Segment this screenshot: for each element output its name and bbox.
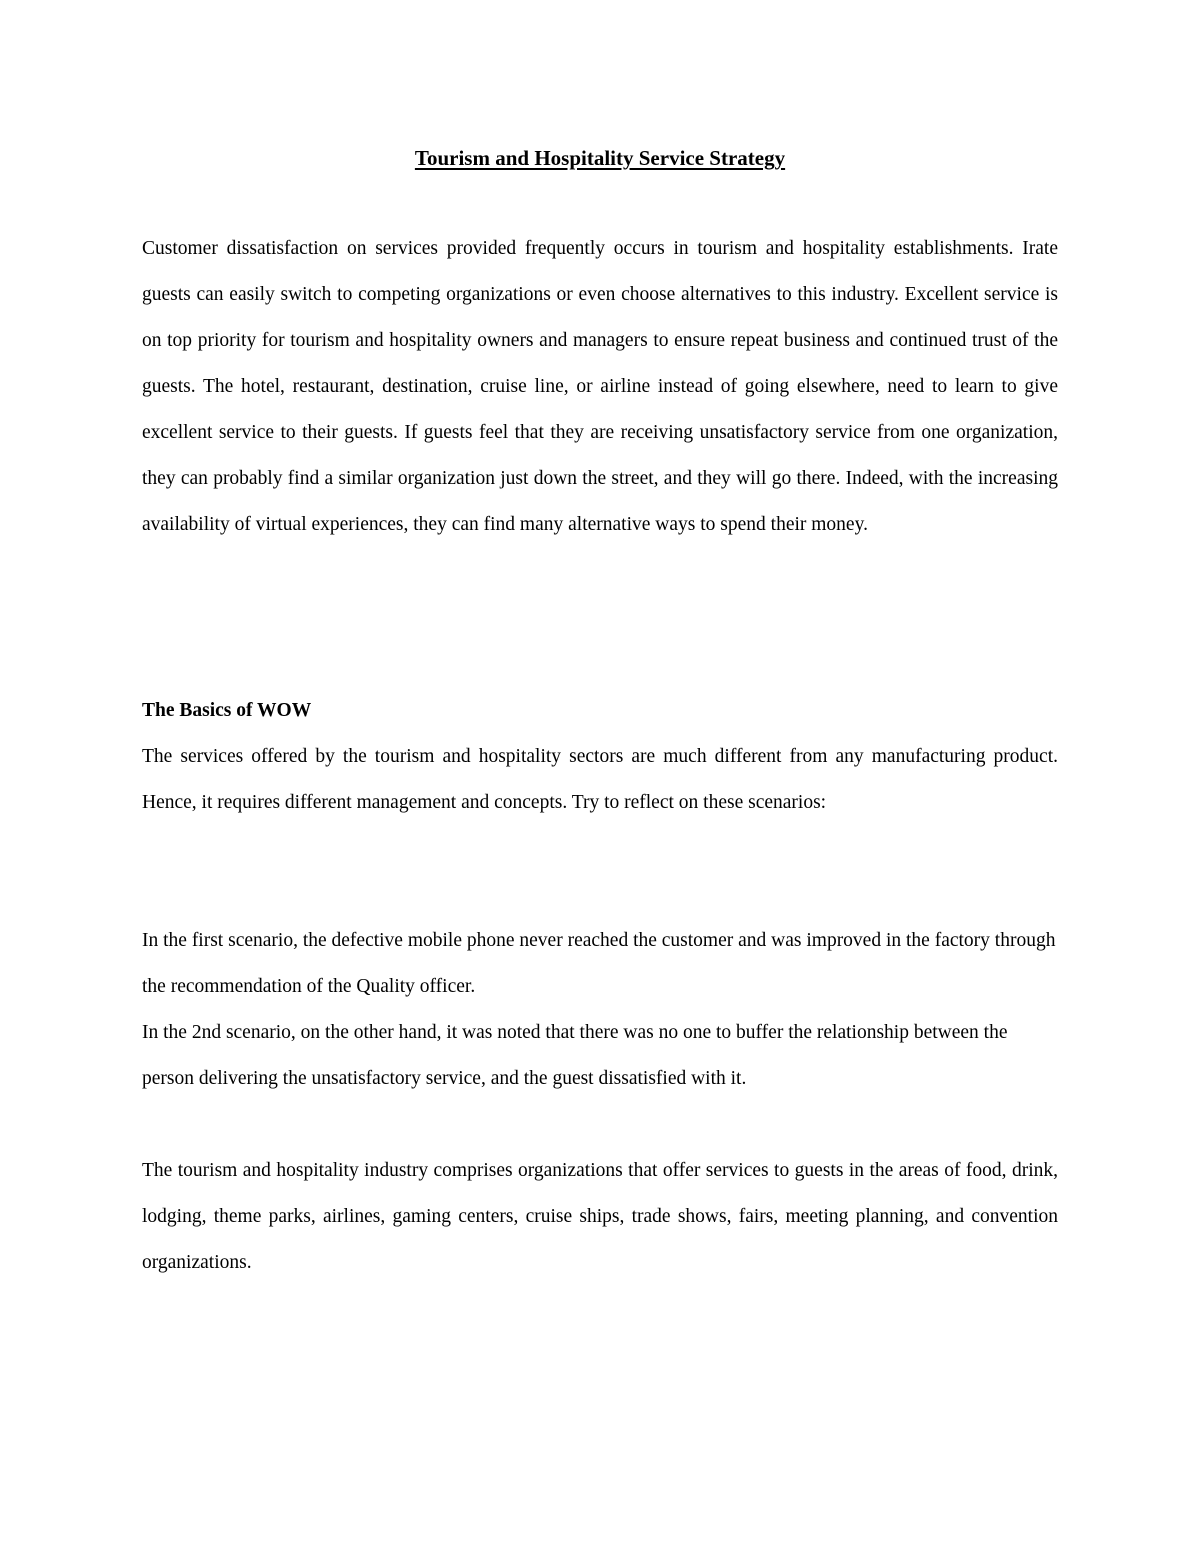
section-heading: The Basics of WOW xyxy=(142,700,312,721)
scenario-second-paragraph: In the 2nd scenario, on the other hand, it was noted that there was no one to buffer the relationship between the person delivering the unsatisfactory service, and the guest dissatisfied with it. xyxy=(142,1022,1008,1089)
document-title: Tourism and Hospitality Service Strategy xyxy=(414,146,786,170)
scenario-first-paragraph: In the first scenario, the defective mobile phone never reached the customer and was improved in the factory through the recommendation of the Quality officer. xyxy=(142,930,1056,997)
intro-paragraph: Customer dissatisfaction on services provided frequently occurs in tourism and hospitality establishments. Irate guests can easily switch to competing organizations or even choose alternatives to this industry. Excellent service is on top priority for tourism and hospitality owners and managers to ensure repeat business and continued trust of the guests. The hotel, restaurant, destination, cruise line, or airline instead of going elsewhere, need to learn to give excellent service to their guests. If guests feel that they are receiving unsatisfactory service from one organization, they can probably find a similar organization just down the street, and they will go there. Indeed, with the increasing availability of virtual experiences, they can find many alternative ways to spend their money. xyxy=(142,238,1058,535)
closing-paragraph: The tourism and hospitality industry comprises organizations that offer services to guests in the areas of food, drink, lodging, theme parks, airlines, gaming centers, cruise ships, trade shows, fairs, meeting planning, and convention organizations. xyxy=(142,1160,1058,1273)
section-paragraph: The services offered by the tourism and hospitality sectors are much different from any manufacturing product. Hence, it requires different management and concepts. Try to reflect on these scenarios: xyxy=(142,746,1058,813)
